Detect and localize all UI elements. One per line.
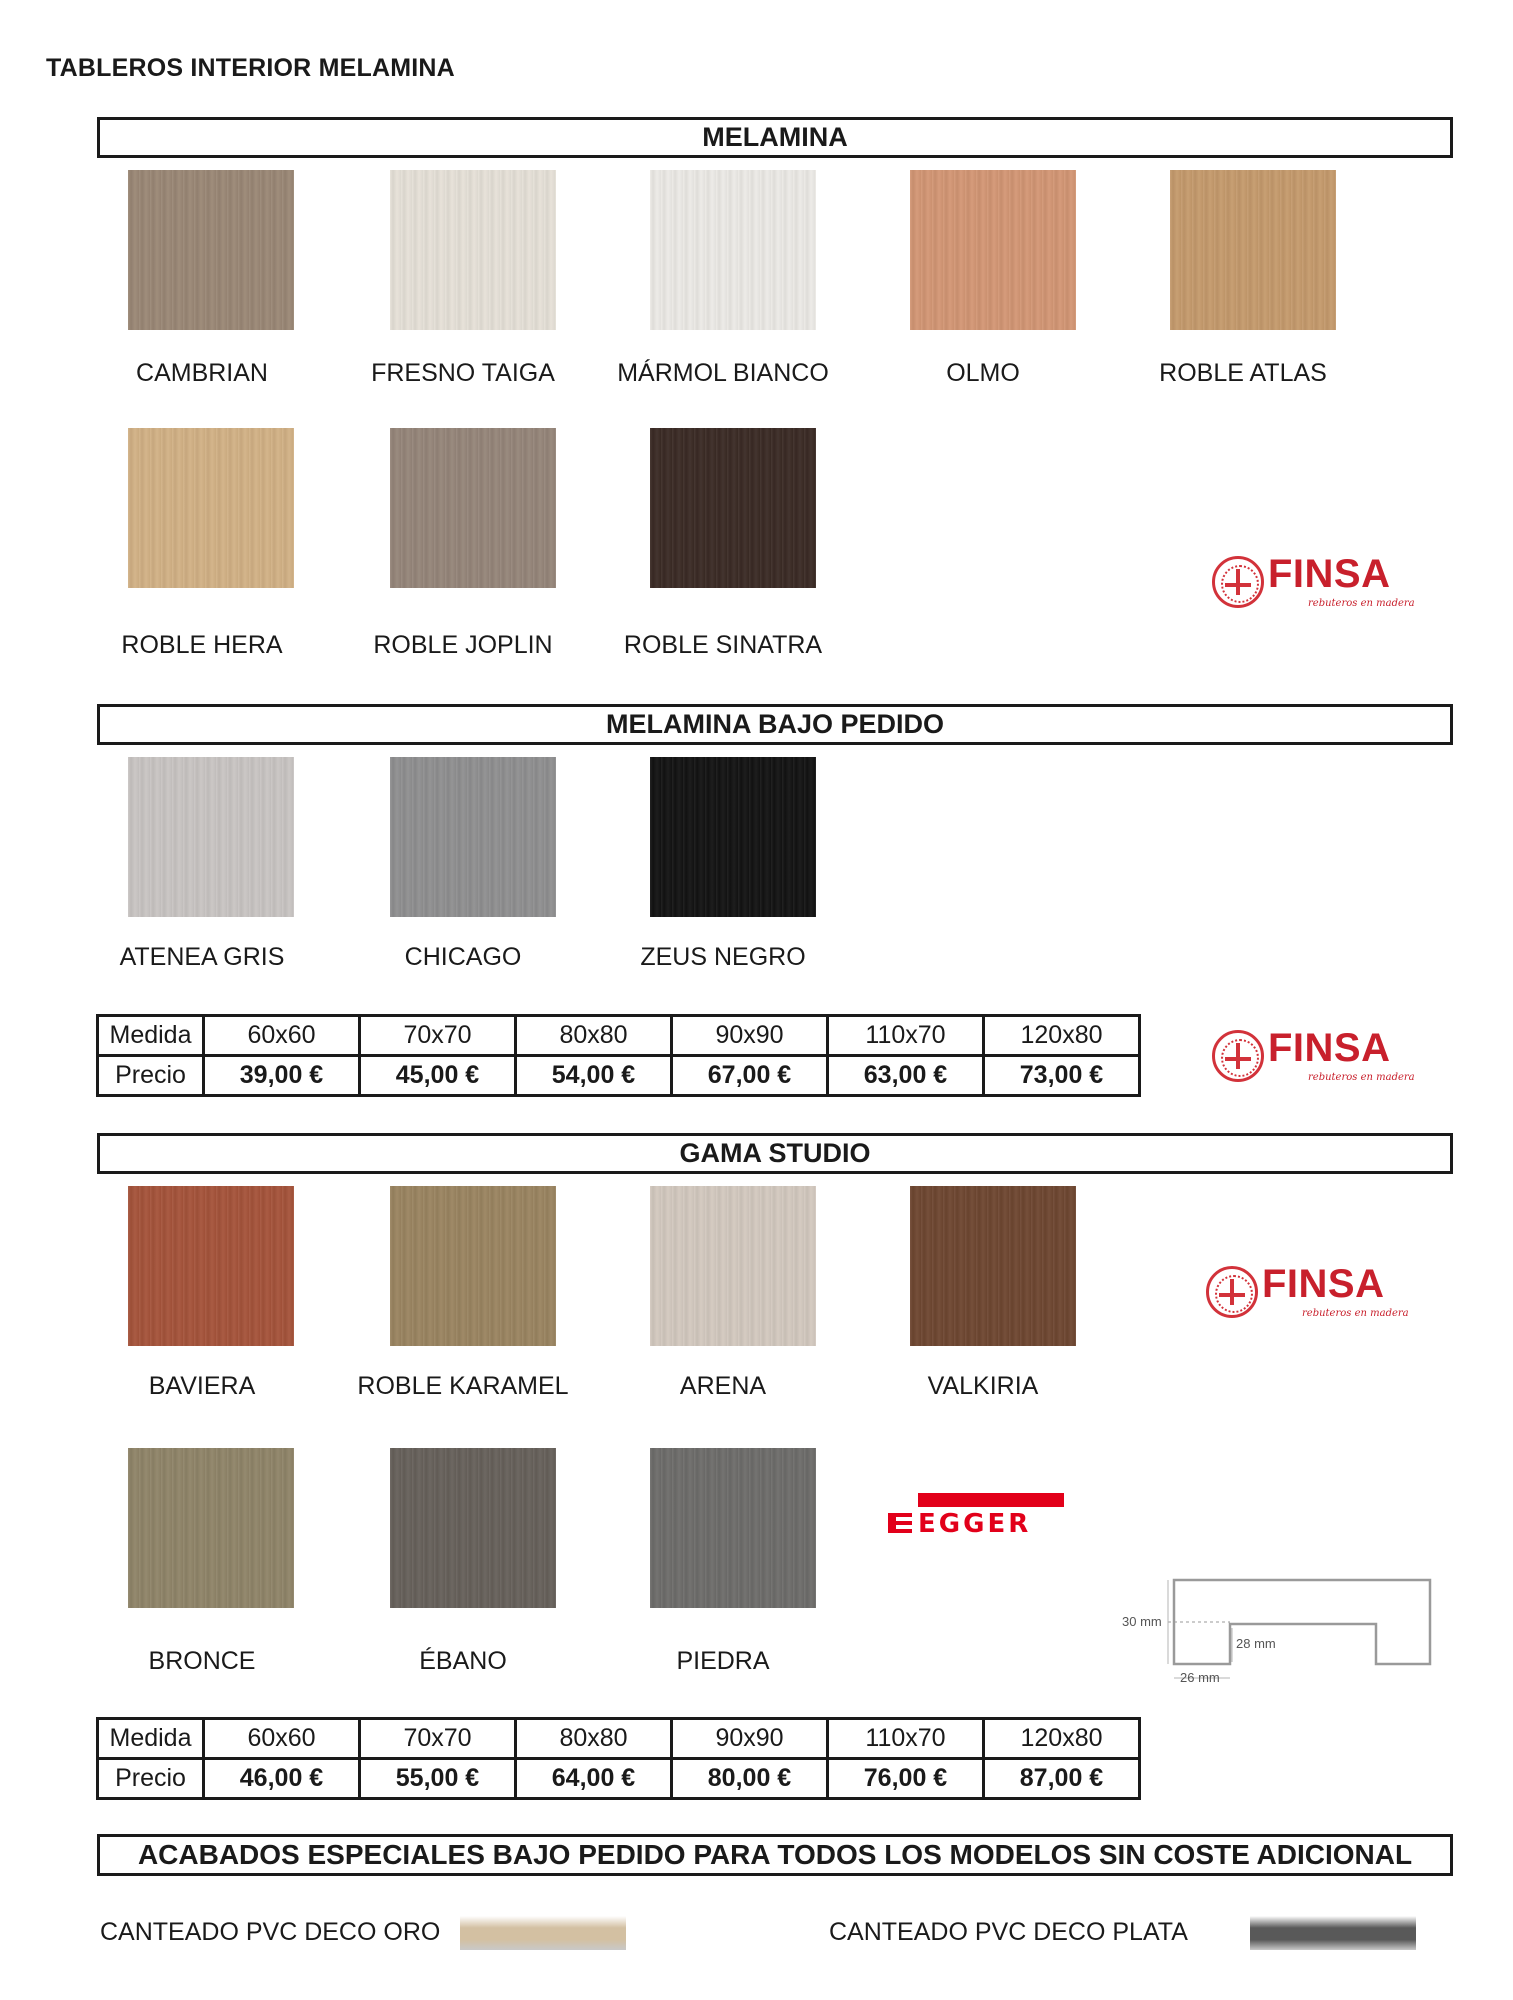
swatch-piedra	[650, 1448, 816, 1608]
price-cell: 39,00 €	[204, 1056, 360, 1096]
medida-header: Medida	[98, 1719, 204, 1759]
swatch-cambrian	[128, 170, 294, 330]
precio-header: Precio	[98, 1056, 204, 1096]
swatch-label-baviera: BAVIERA	[148, 1372, 256, 1400]
price-table-price-row	[98, 1056, 1140, 1096]
size-cell: 120x80	[984, 1016, 1140, 1056]
edge-sample-silver	[1250, 1916, 1416, 1950]
section-header-bajo-pedido: MELAMINA BAJO PEDIDO	[97, 704, 1453, 745]
swatch-label-ebano: ÉBANO	[419, 1647, 507, 1675]
swatch-baviera	[128, 1186, 294, 1346]
swatch-roble-joplin	[390, 428, 556, 588]
finsa-tagline: rebuteros en madera	[1308, 598, 1415, 609]
edge-profile-diagram	[1118, 1570, 1438, 1690]
swatch-label-fresno-taiga: FRESNO TAIGA	[371, 359, 555, 387]
finsa-logo	[1212, 1026, 1415, 1088]
price-cell: 46,00 €	[204, 1759, 360, 1799]
section-header-melamina: MELAMINA	[97, 117, 1453, 158]
profile-width-label: 26 mm	[1180, 1670, 1220, 1685]
egger-bar-icon	[918, 1493, 1064, 1507]
egger-e-icon	[888, 1513, 912, 1533]
size-cell: 60x60	[204, 1719, 360, 1759]
swatch-olmo	[910, 170, 1076, 330]
swatch-label-roble-atlas: ROBLE ATLAS	[1159, 359, 1327, 387]
swatch-label-roble-hera: ROBLE HERA	[121, 631, 283, 659]
swatch-label-bronce: BRONCE	[148, 1647, 256, 1675]
size-cell: 90x90	[672, 1016, 828, 1056]
section-header-gama-studio: GAMA STUDIO	[97, 1133, 1453, 1174]
price-cell: 67,00 €	[672, 1056, 828, 1096]
swatch-label-olmo: OLMO	[946, 359, 1020, 387]
swatch-label-roble-karamel: ROBLE KARAMEL	[357, 1372, 569, 1400]
swatch-label-chicago: CHICAGO	[404, 943, 522, 971]
edge-label-silver: CANTEADO PVC DECO PLATA	[829, 1918, 1188, 1946]
swatch-label-marmol-bianco: MÁRMOL BIANCO	[617, 359, 829, 387]
swatch-roble-karamel	[390, 1186, 556, 1346]
price-table-bajo-pedido	[96, 1014, 1141, 1097]
swatch-label-zeus-negro: ZEUS NEGRO	[640, 943, 806, 971]
profile-inner-label: 28 mm	[1236, 1636, 1276, 1651]
size-cell: 60x60	[204, 1016, 360, 1056]
price-table-size-row	[98, 1719, 1140, 1759]
price-cell: 64,00 €	[516, 1759, 672, 1799]
profile-drawing	[1118, 1570, 1438, 1690]
price-cell: 80,00 €	[672, 1759, 828, 1799]
profile-height-label: 30 mm	[1122, 1614, 1162, 1629]
edge-label-gold: CANTEADO PVC DECO ORO	[100, 1918, 441, 1946]
swatch-roble-atlas	[1170, 170, 1336, 330]
size-cell: 80x80	[516, 1016, 672, 1056]
size-cell: 70x70	[360, 1016, 516, 1056]
swatch-zeus-negro	[650, 757, 816, 917]
size-cell: 80x80	[516, 1719, 672, 1759]
page-title: TABLEROS INTERIOR MELAMINA	[46, 54, 455, 82]
swatch-valkiria	[910, 1186, 1076, 1346]
swatch-atenea-gris	[128, 757, 294, 917]
swatch-arena	[650, 1186, 816, 1346]
size-cell: 110x70	[828, 1016, 984, 1056]
price-cell: 63,00 €	[828, 1056, 984, 1096]
precio-header: Precio	[98, 1759, 204, 1799]
swatch-fresno-taiga	[390, 170, 556, 330]
finsa-seal-icon	[1212, 556, 1264, 608]
finsa-tagline: rebuteros en madera	[1302, 1308, 1409, 1319]
medida-header: Medida	[98, 1016, 204, 1056]
finsa-seal-icon	[1206, 1266, 1258, 1318]
swatch-label-cambrian: CAMBRIAN	[136, 359, 268, 387]
finsa-tagline: rebuteros en madera	[1308, 1072, 1415, 1083]
swatch-roble-sinatra	[650, 428, 816, 588]
swatch-label-arena: ARENA	[679, 1372, 767, 1400]
price-cell: 87,00 €	[984, 1759, 1140, 1799]
edge-sample-gold	[460, 1916, 626, 1950]
finsa-logo	[1212, 552, 1415, 614]
price-table-size-row	[98, 1016, 1140, 1056]
price-cell: 45,00 €	[360, 1056, 516, 1096]
egger-wordmark: EGGER	[918, 1509, 1032, 1539]
price-cell: 55,00 €	[360, 1759, 516, 1799]
price-cell: 76,00 €	[828, 1759, 984, 1799]
price-cell: 73,00 €	[984, 1056, 1140, 1096]
size-cell: 110x70	[828, 1719, 984, 1759]
size-cell: 90x90	[672, 1719, 828, 1759]
finsa-wordmark: FINSA	[1268, 1026, 1391, 1070]
egger-logo	[888, 1493, 1064, 1537]
price-table-gama-studio	[96, 1717, 1141, 1800]
swatch-bronce	[128, 1448, 294, 1608]
swatch-label-piedra: PIEDRA	[676, 1647, 770, 1675]
swatch-label-roble-sinatra: ROBLE SINATRA	[623, 631, 823, 659]
special-finishes-header: ACABADOS ESPECIALES BAJO PEDIDO PARA TODOS LOS MODELOS SIN COSTE ADICIONAL	[97, 1834, 1453, 1876]
swatch-roble-hera	[128, 428, 294, 588]
swatch-ebano	[390, 1448, 556, 1608]
finsa-logo	[1206, 1262, 1409, 1324]
swatch-label-atenea-gris: ATENEA GRIS	[119, 943, 285, 971]
swatch-marmol-bianco	[650, 170, 816, 330]
price-cell: 54,00 €	[516, 1056, 672, 1096]
finsa-seal-icon	[1212, 1030, 1264, 1082]
swatch-chicago	[390, 757, 556, 917]
size-cell: 70x70	[360, 1719, 516, 1759]
swatch-label-roble-joplin: ROBLE JOPLIN	[373, 631, 553, 659]
finsa-wordmark: FINSA	[1268, 552, 1391, 596]
size-cell: 120x80	[984, 1719, 1140, 1759]
swatch-label-valkiria: VALKIRIA	[927, 1372, 1039, 1400]
price-table-price-row	[98, 1759, 1140, 1799]
finsa-wordmark: FINSA	[1262, 1262, 1385, 1306]
